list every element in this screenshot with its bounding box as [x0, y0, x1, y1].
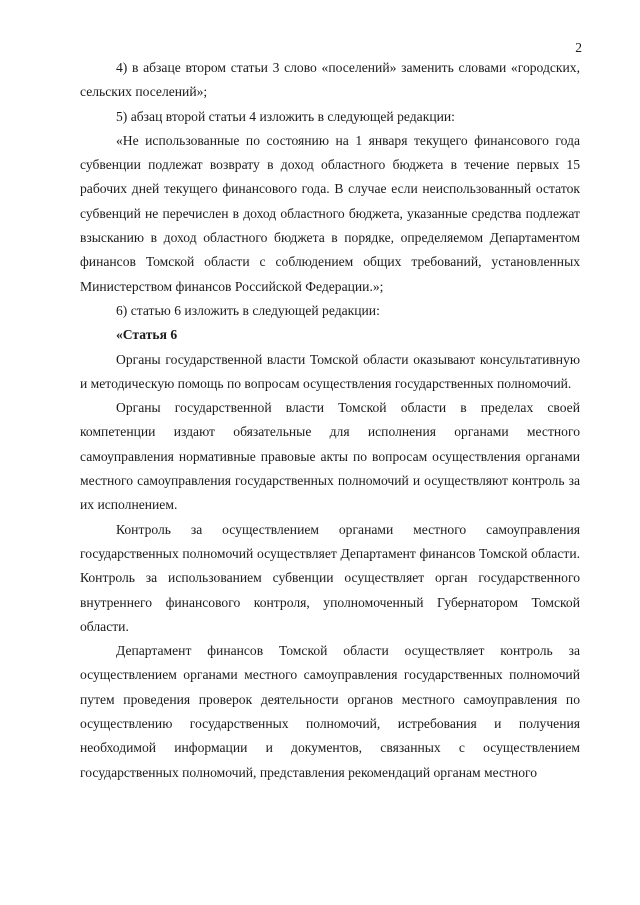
article-paragraph-4: Департамент финансов Томской области осуществляет контроль за осуществлением органами местного самоуправления государственных полномочий путем проведения проверок деятельности органов местного самоуправления по осуществлению государственных полномочий, истребования и получения необходимой информации и документов, связанных с осуществлением государственных полномочий, представления рекомендаций органам местного [80, 643, 580, 780]
article-paragraph-1: Органы государственной власти Томской области оказывают консультативную и методическую помощь по вопросам осуществления государственных полномочий. [80, 351, 580, 391]
article-opening-quote: « [116, 327, 123, 343]
paragraph-amendment-4: 4) в абзаце втором статьи 3 слово «поселений» заменить словами «городских, сельских поселений»; [80, 60, 580, 100]
article-heading [80, 323, 580, 347]
article-heading-text: Статья 6 [122, 327, 178, 343]
page-number: 2 [575, 40, 582, 55]
paragraph-quoted-text: «Не использованные по состоянию на 1 января текущего финансового года субвенции подлежат возврату в доход областного бюджета в течение первых 15 рабочих дней текущего финансового года. В случае если неиспользованный остаток субвенций не перечислен в доход областного бюджета, указанные средства подлежат взысканию в доход областного бюджета в порядке, определяемом Департаментом финансов Томской области с соблюдением общих требований, установленных Министерством финансов Российской Федерации.»; [80, 132, 580, 294]
document-body [80, 56, 580, 785]
article-paragraph-3: Контроль за осуществлением органами местного самоуправления государственных полномочий осуществляет Департамент финансов Томской области. Контроль за использованием субвенции осуществляет орган государственного внутреннего финансового контроля, уполномоченный Губернатором Томской области. [80, 521, 580, 634]
article-paragraph-2: Органы государственной власти Томской области в пределах своей компетенции издают обязательные для исполнения органами местного самоуправления нормативные правовые акты по вопросам осуществления органами местного самоуправления государственных полномочий и осуществляют контроль за их исполнением. [80, 400, 580, 513]
paragraph-amendment-5: 5) абзац второй статьи 4 изложить в следующей редакции: [116, 108, 455, 124]
paragraph-amendment-6: 6) статью 6 изложить в следующей редакции: [116, 302, 380, 318]
